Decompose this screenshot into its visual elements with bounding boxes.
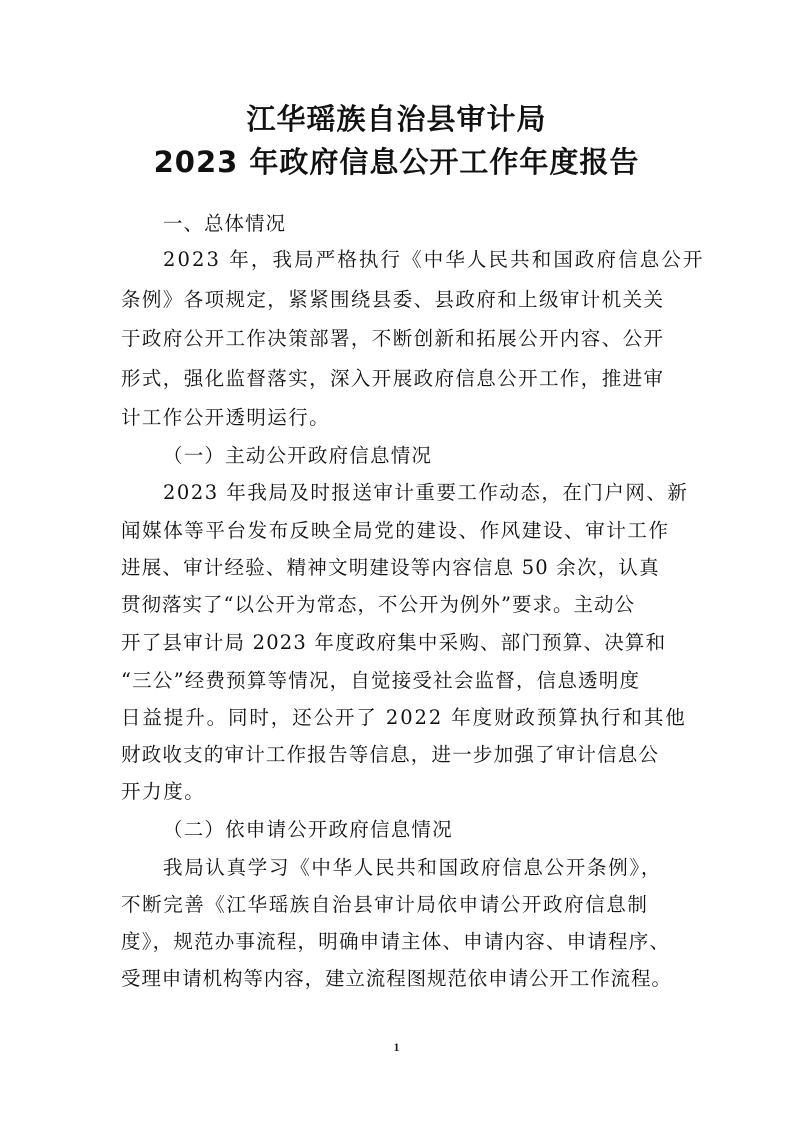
subsection-heading-active-disclosure: （一）主动公开政府信息情况 bbox=[163, 444, 433, 467]
paragraph-line: 我局认真学习《中华人民共和国政府信息公开条例》， bbox=[163, 856, 663, 879]
paragraph-line: 于政府公开工作决策部署，不断创新和拓展公开内容、公开 bbox=[121, 327, 665, 350]
paragraph-line: 进展、审计经验、精神文明建设等内容信息 50 余次，认真 bbox=[121, 556, 660, 579]
document-title-line-1: 江华瑶族自治县审计局 bbox=[246, 102, 547, 136]
page-number: 1 bbox=[393, 1040, 400, 1054]
paragraph-line: 2023 年我局及时报送审计重要工作动态，在门户网、新 bbox=[163, 481, 689, 504]
paragraph-line: 受理申请机构等内容，建立流程图规范依申请公开工作流程。 bbox=[121, 967, 672, 990]
paragraph-line: 闻媒体等平台发布反映全局党的建设、作风建设、审计工作 bbox=[121, 519, 670, 542]
paragraph-line: 条例》各项规定，紧紧围绕县委、县政府和上级审计机关关 bbox=[121, 288, 665, 311]
paragraph-line: 日益提升。同时，还公开了 2022 年度财政预算执行和其他 bbox=[121, 706, 687, 729]
paragraph-line: 计工作公开透明运行。 bbox=[121, 406, 331, 429]
paragraph-line: 不断完善《江华瑶族自治县审计局依申请公开政府信息制 bbox=[121, 893, 649, 916]
paragraph-line: 财政收支的审计工作报告等信息，进一步加强了审计信息公 bbox=[121, 743, 660, 766]
subsection-heading-request-disclosure: （二）依申请公开政府信息情况 bbox=[163, 818, 453, 841]
paragraph-line: 2023 年，我局严格执行《中华人民共和国政府信息公开 bbox=[163, 248, 705, 271]
paragraph-line: 贯彻落实了“以公开为常态，不公开为例外”要求。主动公 bbox=[121, 593, 635, 616]
paragraph-line: 开了县审计局 2023 年度政府集中采购、部门预算、决算和 bbox=[121, 631, 667, 654]
paragraph-line: “三公”经费预算等情况，自觉接受社会监督，信息透明度 bbox=[121, 669, 641, 692]
paragraph-line: 度》，规范办事流程，明确申请主体、申请内容、申请程序、 bbox=[121, 930, 671, 953]
section-heading-overview: 一、总体情况 bbox=[163, 212, 287, 235]
paragraph-line: 开力度。 bbox=[121, 780, 206, 803]
document-title-line-2: 2023 年政府信息公开工作年度报告 bbox=[153, 145, 640, 179]
paragraph-line: 形式，强化监督落实，深入开展政府信息公开工作，推进审 bbox=[121, 367, 665, 390]
